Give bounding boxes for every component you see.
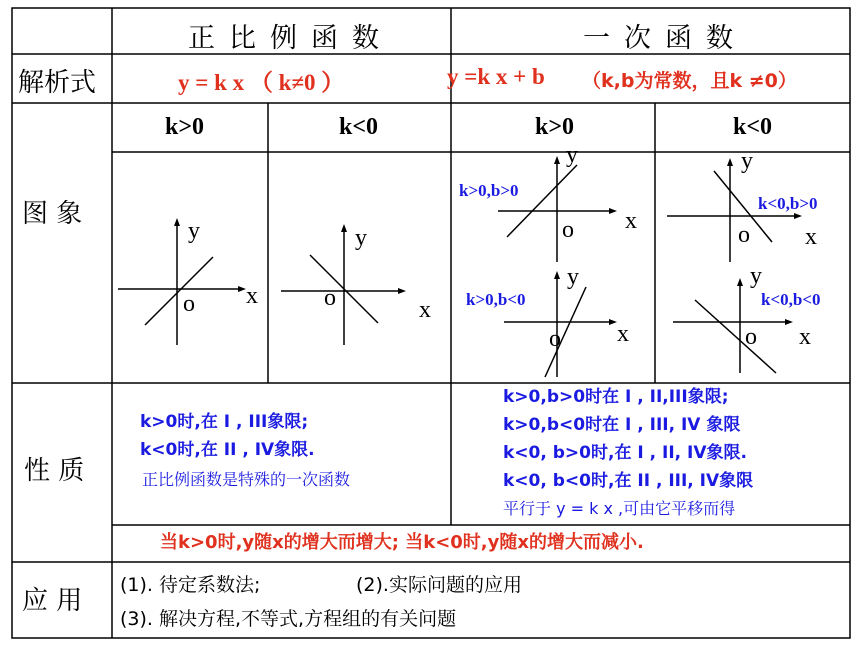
subheader-proportional-k-pos: k>0	[165, 114, 205, 140]
origin-label: o	[562, 217, 574, 243]
case-label-kneg-bneg: k<0,b<0	[761, 290, 821, 309]
header-linear: 一次函数	[583, 23, 747, 54]
axis-label-y: y	[188, 218, 200, 244]
header-proportional: 正比例函数	[188, 23, 393, 54]
property-proportional-kneg: k<0时,在 II , IV象限.	[140, 440, 315, 460]
property-linear-nn: k<0, b<0时,在 II , III, IV象限	[503, 471, 754, 491]
origin-label: o	[745, 324, 757, 350]
formula-proportional: y = k x （ k≠0 ）	[178, 70, 345, 95]
graph-proportional-positive	[118, 218, 246, 345]
origin-label: o	[183, 291, 195, 317]
property-proportional-kpos: k>0时,在 I , III象限;	[140, 412, 309, 432]
axis-label-y: y	[750, 263, 762, 289]
application-item-1: (1). 待定系数法;	[120, 574, 261, 596]
graph-proportional-negative	[281, 224, 406, 345]
row-label-graph: 图 象	[22, 199, 83, 229]
subheader-linear-k-neg: k<0	[733, 114, 773, 140]
property-linear-pn: k>0,b<0时在 I , III, IV 象限	[503, 415, 741, 435]
case-label-kpos-bpos: k>0,b>0	[459, 181, 519, 200]
axis-label-x: x	[799, 324, 811, 350]
axis-label-y: y	[567, 264, 579, 290]
axis-label-x: x	[625, 208, 637, 234]
row-label-application: 应 用	[22, 586, 83, 616]
property-linear-pp: k>0,b>0时在 I , II,III象限;	[503, 387, 729, 407]
axis-label-x: x	[617, 321, 629, 347]
case-label-kpos-bneg: k>0,b<0	[466, 290, 526, 309]
origin-label: o	[324, 285, 336, 311]
graph-linear-pp	[498, 156, 617, 262]
axis-label-x: x	[805, 224, 817, 250]
property-proportional-note: 正比例函数是特殊的一次函数	[142, 470, 351, 489]
row-label-formula: 解析式	[18, 68, 97, 98]
graph-linear-pn	[504, 271, 617, 377]
origin-label: o	[738, 222, 750, 248]
axis-label-x: x	[246, 283, 258, 309]
axis-label-y: y	[741, 148, 753, 174]
row-label-property: 性 质	[24, 456, 85, 486]
subheader-proportional-k-neg: k<0	[339, 114, 379, 140]
property-linear-translation: 平行于 y = k x ,可由它平移而得	[503, 499, 736, 518]
axis-label-y: y	[355, 225, 367, 251]
application-item-2: (2).实际问题的应用	[356, 574, 522, 596]
line-positive-slope	[145, 257, 213, 325]
property-linear-np: k<0, b>0时,在 I , II, IV象限.	[503, 443, 747, 463]
axis-label-y: y	[566, 142, 578, 168]
application-item-3: (3). 解决方程,不等式,方程组的有关问题	[120, 608, 457, 630]
property-monotonicity: 当k>0时,y随x的增大而增大; 当k<0时,y随x的增大而减小.	[160, 532, 644, 553]
formula-linear: y =k x + b	[447, 64, 545, 89]
origin-label: o	[549, 326, 561, 352]
subheader-linear-k-pos: k>0	[535, 114, 575, 140]
formula-linear-condition: （k,b为常数，且k ≠0）	[582, 70, 797, 92]
case-label-kneg-bpos: k<0,b>0	[758, 194, 818, 213]
axis-label-x: x	[419, 297, 431, 323]
